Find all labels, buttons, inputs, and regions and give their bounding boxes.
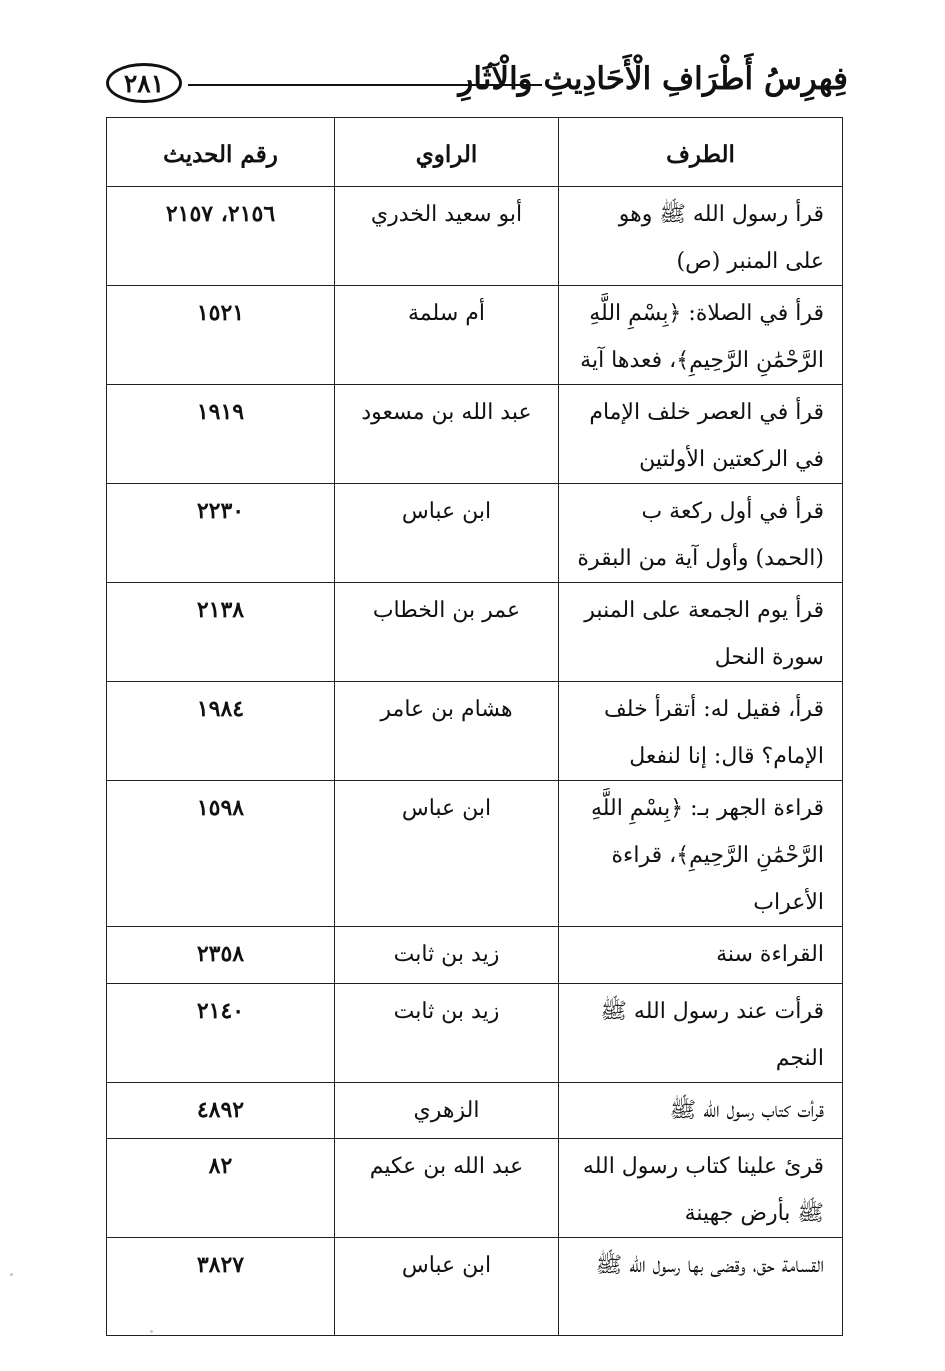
narrator-cell: الزهري xyxy=(335,1083,559,1139)
hadith-number-cell: ٢٢٣٠ xyxy=(107,484,335,583)
hadith-text-cell: قرأ يوم الجمعة على المنبر سورة النحل xyxy=(559,583,843,682)
hadith-number-cell: ٤٨٩٢ xyxy=(107,1083,335,1139)
hadith-text-cell: قرأت عند رسول الله ﷺ النجم xyxy=(559,984,843,1083)
hadith-number-cell: ١٥٢١ xyxy=(107,286,335,385)
table-row xyxy=(107,385,843,484)
hadith-number-cell: ٢١٤٠ xyxy=(107,984,335,1083)
table-row xyxy=(107,781,843,927)
hadith-text-cell: قرأ رسول الله ﷺ وهو على المنبر (ص) xyxy=(559,187,843,286)
table-row xyxy=(107,286,843,385)
hadith-text-cell: قرأت كتاب رسول الله ﷺ xyxy=(559,1083,843,1139)
hadith-text-cell: قرئ علينا كتاب رسول الله ﷺ بأرض جهينة xyxy=(559,1139,843,1238)
table-header-row xyxy=(107,118,843,187)
table-row xyxy=(107,187,843,286)
hadith-number-cell: ١٩١٩ xyxy=(107,385,335,484)
hadith-text-cell: قرأ في أول ركعة ب (الحمد) وأول آية من البقرة xyxy=(559,484,843,583)
narrator-cell: زيد بن ثابت xyxy=(335,984,559,1083)
table-row xyxy=(107,1083,843,1139)
page-title: فِهرِسُ أَطْرَافِ الْأَحَادِيثِ وَالْآثَارِ xyxy=(458,61,848,97)
table-row xyxy=(107,1139,843,1238)
scan-speck xyxy=(10,1273,13,1276)
narrator-cell: عبد الله بن مسعود xyxy=(335,385,559,484)
narrator-cell: عمر بن الخطاب xyxy=(335,583,559,682)
narrator-cell: أم سلمة xyxy=(335,286,559,385)
table-row xyxy=(107,682,843,781)
page-header xyxy=(106,57,848,109)
hadith-number-cell: ٢١٣٨ xyxy=(107,583,335,682)
narrator-cell: عبد الله بن عكيم xyxy=(335,1139,559,1238)
hadith-number-cell: ٢٣٥٨ xyxy=(107,927,335,984)
table-row xyxy=(107,583,843,682)
page-number: ٢٨١ xyxy=(106,63,182,103)
hadith-text-cell: القسامة حق، وقضى بها رسول الله ﷺ xyxy=(559,1238,843,1336)
hadith-number-cell: ٣٨٢٧ xyxy=(107,1238,335,1336)
hadith-text-cell: قرأ في الصلاة: ﴿بِسْمِ اللَّهِ الرَّحْمَٰنِ الرَّحِيمِ﴾، فعدها آية xyxy=(559,286,843,385)
column-header-number: رقم الحديث xyxy=(107,118,335,187)
hadith-text-cell: قراءة الجهر بـ: ﴿بِسْمِ اللَّهِ الرَّحْمَٰنِ الرَّحِيمِ﴾، قراءة الأعراب xyxy=(559,781,843,927)
hadith-number-cell: ٨٢ xyxy=(107,1139,335,1238)
hadith-text-cell: القراءة سنة xyxy=(559,927,843,984)
table-row xyxy=(107,1238,843,1336)
hadith-number-cell: ١٩٨٤ xyxy=(107,682,335,781)
table-row xyxy=(107,484,843,583)
hadith-text-cell: قرأ في العصر خلف الإمام في الركعتين الأولتين xyxy=(559,385,843,484)
narrator-cell: أبو سعيد الخدري xyxy=(335,187,559,286)
narrator-cell: هشام بن عامر xyxy=(335,682,559,781)
narrator-cell: ابن عباس xyxy=(335,1238,559,1336)
table-row xyxy=(107,984,843,1083)
hadith-index-table xyxy=(106,117,843,1336)
hadith-number-cell: ٢١٥٦، ٢١٥٧ xyxy=(107,187,335,286)
hadith-text-cell: قرأ، فقيل له: أتقرأ خلف الإمام؟ قال: إنا لنفعل xyxy=(559,682,843,781)
table-row xyxy=(107,927,843,984)
header-rule xyxy=(188,84,542,86)
narrator-cell: ابن عباس xyxy=(335,484,559,583)
narrator-cell: ابن عباس xyxy=(335,781,559,927)
column-header-text: الطرف xyxy=(559,118,843,187)
column-header-narrator: الراوي xyxy=(335,118,559,187)
hadith-number-cell: ١٥٩٨ xyxy=(107,781,335,927)
scan-speck xyxy=(150,1330,153,1333)
narrator-cell: زيد بن ثابت xyxy=(335,927,559,984)
